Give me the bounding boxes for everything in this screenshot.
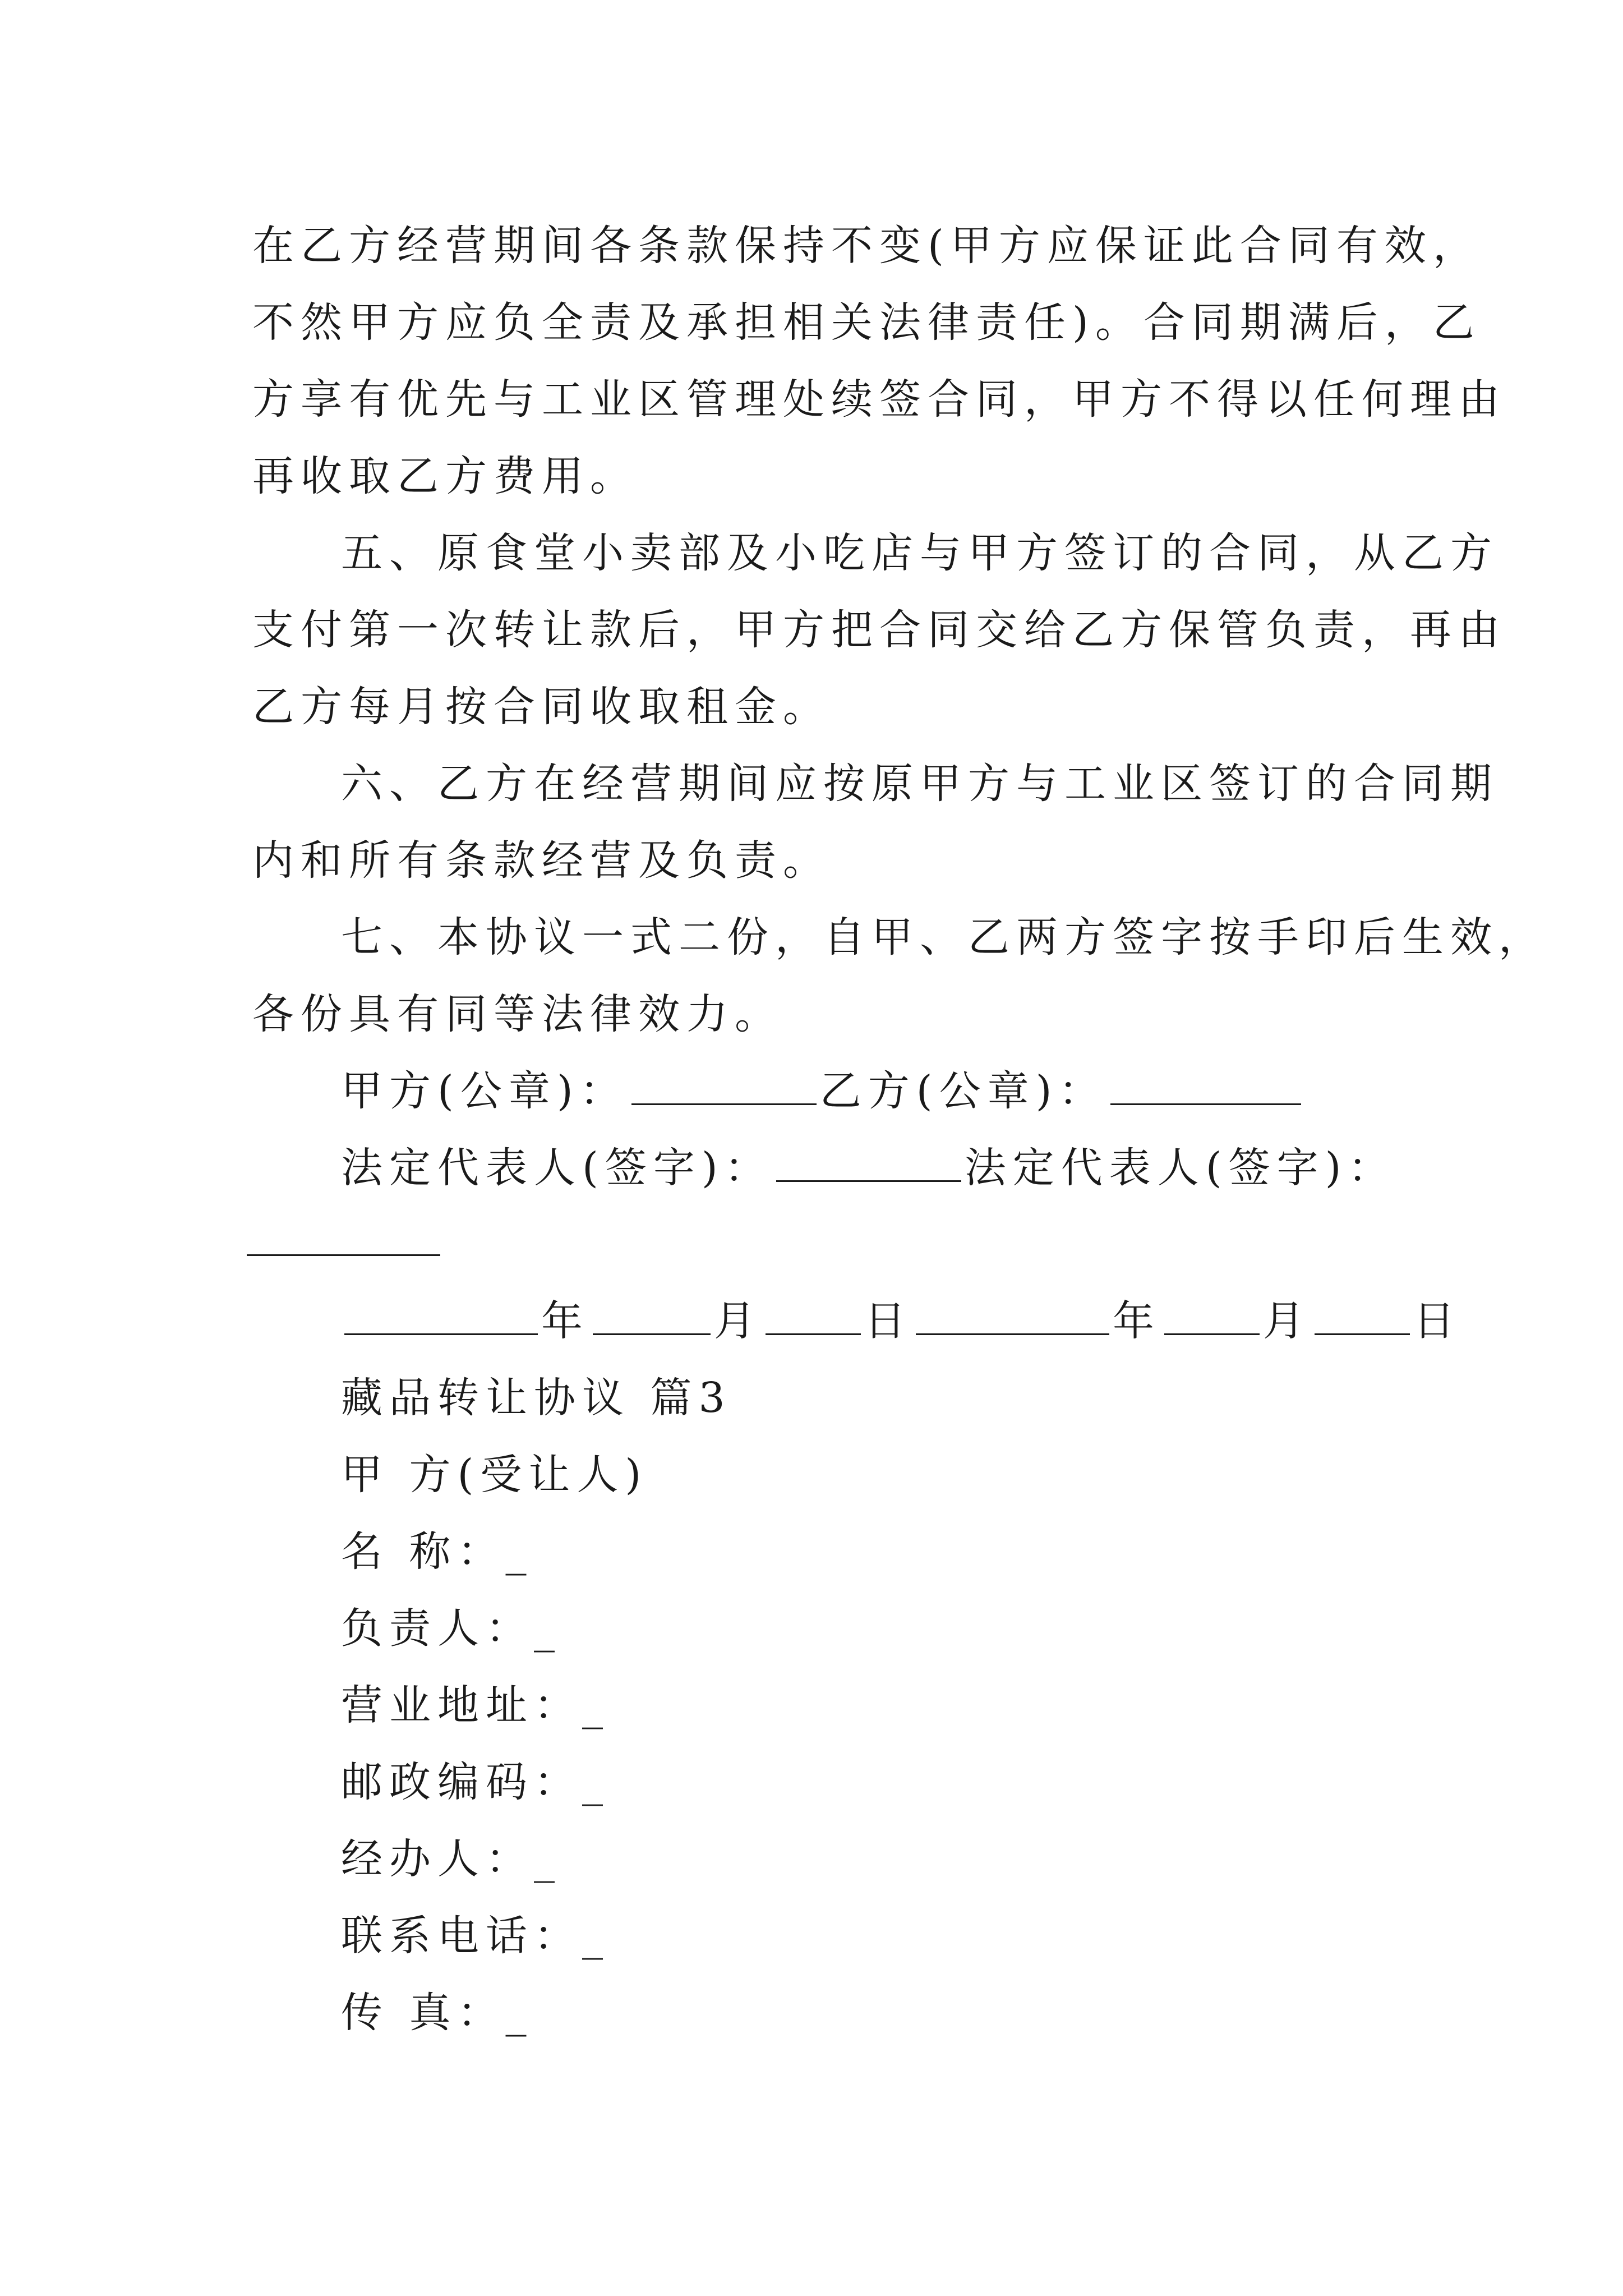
clause-5-line: 乙方每月按合同收取租金。: [252, 683, 831, 731]
paragraph-line: 方享有优先与工业区管理处续签合同，甲方不得以任何理由: [252, 375, 1506, 424]
field-postal-code: [341, 1757, 610, 1807]
clause-5-line: 支付第一次转让款后，甲方把合同交给乙方保管负责，再由: [252, 606, 1506, 654]
date-b-month-blank[interactable]: [1164, 1333, 1260, 1335]
year-label: 年: [1113, 1297, 1161, 1345]
field-value[interactable]: _: [582, 1681, 610, 1729]
field-value[interactable]: _: [505, 1527, 533, 1576]
field-fax: [341, 1987, 533, 2038]
field-label: 经办人：: [341, 1835, 534, 1883]
party-a-seal-blank[interactable]: [631, 1103, 817, 1105]
date-line: [341, 1296, 1461, 1346]
rep-b-blank[interactable]: [247, 1254, 440, 1256]
field-value[interactable]: _: [505, 1989, 533, 2037]
party-a-seal-label: 甲方(公章)：: [341, 1067, 628, 1115]
seal-line: [341, 1066, 1304, 1116]
section-title: 藏品转让协议 篇3: [341, 1374, 732, 1422]
day-label: 日: [1413, 1297, 1461, 1345]
paragraph-line: 不然甲方应负全责及承担相关法律责任)。合同期满后，乙: [252, 298, 1481, 347]
field-handler: [341, 1834, 561, 1884]
clause-6-line: 六、乙方在经营期间应按原甲方与工业区签订的合同期: [341, 760, 1498, 808]
clause-7-line: 七、本协议一式二份，自甲、乙两方签字按手印后生效，: [341, 913, 1547, 961]
field-label: 传 真：: [341, 1989, 506, 2037]
rep-a-label: 法定代表人(签字)：: [341, 1144, 773, 1192]
date-b-day-blank[interactable]: [1315, 1333, 1410, 1335]
party-b-seal-blank[interactable]: [1110, 1103, 1301, 1105]
field-label: 名 称：: [341, 1527, 506, 1576]
date-a-day-blank[interactable]: [766, 1333, 861, 1335]
clause-7-line: 各份具有同等法律效力。: [252, 990, 783, 1038]
field-business-address: [341, 1680, 610, 1731]
year-label: 年: [541, 1297, 589, 1345]
clause-6-line: 内和所有条款经营及负责。: [252, 836, 831, 885]
party-b-seal-label: 乙方(公章)：: [819, 1067, 1107, 1115]
rep-b-label: 法定代表人(签字)：: [964, 1144, 1396, 1192]
rep-a-blank[interactable]: [776, 1180, 961, 1182]
field-value[interactable]: _: [582, 1758, 610, 1806]
field-value[interactable]: _: [534, 1604, 561, 1653]
field-value[interactable]: _: [582, 1912, 610, 1960]
field-label: 营业地址：: [341, 1681, 582, 1729]
field-label: 邮政编码：: [341, 1758, 582, 1806]
field-value[interactable]: _: [534, 1835, 561, 1883]
field-name: [341, 1526, 533, 1577]
representative-line: [341, 1143, 1396, 1193]
field-person-in-charge: [341, 1603, 561, 1654]
date-a-year-blank[interactable]: [344, 1333, 538, 1335]
month-label: 月: [714, 1297, 762, 1345]
paragraph-line: 在乙方经营期间各条款保持不变(甲方应保证此合同有效，: [252, 222, 1481, 270]
date-b-year-blank[interactable]: [916, 1333, 1109, 1335]
field-label: 负责人：: [341, 1604, 534, 1653]
day-label: 日: [864, 1297, 912, 1345]
field-phone: [341, 1911, 610, 1961]
date-a-month-blank[interactable]: [593, 1333, 711, 1335]
paragraph-line: 再收取乙方费用。: [252, 452, 638, 500]
field-label: 联系电话：: [341, 1912, 582, 1960]
month-label: 月: [1263, 1297, 1311, 1345]
clause-5-line: 五、原食堂小卖部及小吃店与甲方签订的合同，从乙方: [341, 529, 1498, 577]
party-a-heading: 甲 方(受让人): [341, 1451, 648, 1499]
